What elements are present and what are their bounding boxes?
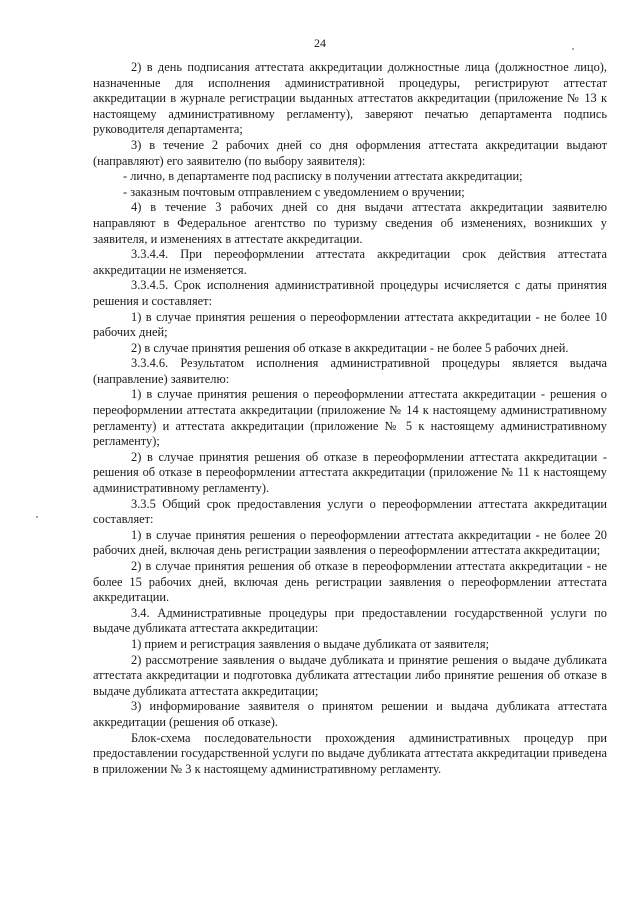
page-number: 24 (314, 36, 326, 50)
paragraph: 3) в течение 2 рабочих дней со дня оформления аттестата аккредитации выдают (направляют) его заявителю (по выбору заявителя): (93, 137, 607, 168)
paragraph: 1) в случае принятия решения о переоформлении аттестата аккредитации - не более 10 рабочих дней; (93, 309, 607, 340)
paragraph: 1) прием и регистрация заявления о выдаче дубликата от заявителя; (131, 636, 490, 651)
scan-speck (572, 48, 574, 50)
paragraph: 2) в случае принятия решения об отказе в переоформлении аттестата аккредитации - решения об отказе в переоформлении аттестата аккредитации (приложение № 11 к настоящему административному регламенту). (93, 449, 607, 496)
paragraph: 2) рассмотрение заявления о выдаче дубликата и принятие решения о выдаче дубликата аттестата аккредитации и подготовка дубликата аттестации либо принятие решения об отказе в выдаче дубликата аттестата аккредитации; (93, 652, 607, 698)
document-body (93, 60, 607, 777)
paragraph: - лично, в департаменте под расписку в получении аттестата аккредитации; (123, 169, 523, 184)
paragraph: 2) в случае принятия решения об отказе в переоформлении аттестата аккредитации - не более 15 рабочих дней, включая день регистрации заявления о переоформлении аттестата аккредитации. (93, 559, 607, 605)
paragraph: 2) в случае принятия решения об отказе в аккредитации - не более 5 рабочих дней. (131, 340, 569, 355)
paragraph: 3.3.5 Общий срок предоставления услуги о переоформлении аттестата аккредитации составляет: (93, 496, 607, 527)
paragraph: 4) в течение 3 рабочих дней со дня выдачи аттестата аккредитации заявителю направляют в Федеральное агентство по туризму сведения об изменениях, возникших у заявителя, и изменениях в аттестате аккредитации. (93, 200, 607, 246)
paragraph: 1) в случае принятия решения о переоформлении аттестата аккредитации - решения о переоформлении аттестата аккредитации (приложение № 14 к настоящему административному регламенту) и аттестата аккредитации (приложение № 5 к настоящему административному регламенту); (93, 387, 607, 449)
paragraph: Блок-схема последовательности прохождения административных процедур при предоставлении государственной услуги по выдаче дубликата аттестата аккредитации приведена в приложении № 3 к настоящему административному регламенту. (93, 730, 607, 776)
paragraph: 3) информирование заявителя о принятом решении и выдача дубликата аттестата аккредитации (решения об отказе). (93, 699, 607, 729)
paragraph: 3.3.4.6. Результатом исполнения административной процедуры является выдача (направление) заявителю: (93, 356, 607, 386)
paragraph: 3.3.4.4. При переоформлении аттестата аккредитации срок действия аттестата аккредитации не изменяется. (93, 247, 607, 277)
paragraph: 3.3.4.5. Срок исполнения административной процедуры исчисляется с даты принятия решения и составляет: (93, 278, 607, 308)
paragraph: 3.4. Административные процедуры при предоставлении государственной услуги по выдаче дубликата аттестата аккредитации: (93, 605, 607, 636)
paragraph: - заказным почтовым отправлением с уведомлением о вручении; (123, 184, 465, 199)
scan-speck (36, 516, 38, 518)
paragraph: 1) в случае принятия решения о переоформлении аттестата аккредитации - не более 20 рабочих дней, включая день регистрации заявления о переоформлении аттестата аккредитации; (93, 527, 607, 558)
paragraph: 2) в день подписания аттестата аккредитации должностные лица (должностное лицо), назначенные для исполнения административной процедуры, регистрируют аттестат аккредитации в журнале регистрации выданных аттестатов аккредитации (приложение № 13 к настоящему административному регламенту), заверяют печатью департамента подпись руководителя департамента; (93, 60, 607, 137)
